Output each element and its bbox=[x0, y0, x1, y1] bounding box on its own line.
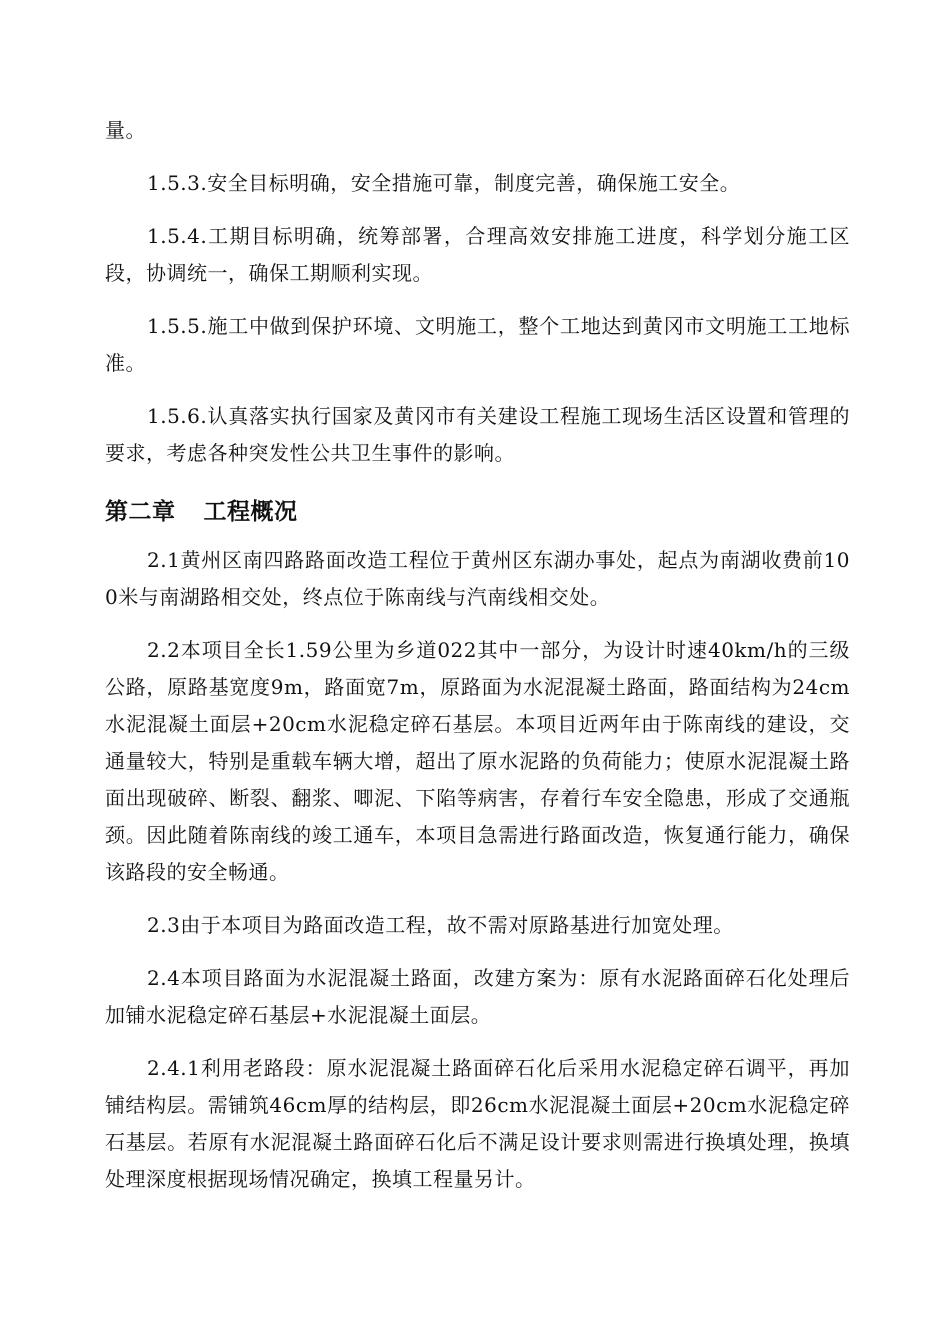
paragraph-1-5-6: 1.5.6.认真落实执行国家及黄冈市有关建设工程施工现场生活区设置和管理的要求，考虑各种突发性公共卫生事件的影响。 bbox=[105, 404, 850, 465]
paragraph-2-3: 2.3由于本项目为路面改造工程，故不需对原路基进行加宽处理。 bbox=[147, 913, 734, 937]
paragraph-1-5-4: 1.5.4.工期目标明确，统筹部署，合理高效安排施工进度，科学划分施工区段，协调统一，确保工期顺利实现。 bbox=[105, 224, 850, 285]
chapter-title: 工程概况 bbox=[203, 499, 298, 525]
paragraph-1-5-3: 1.5.3.安全目标明确，安全措施可靠，制度完善，确保施工安全。 bbox=[147, 171, 741, 195]
paragraph-2-4-1: 2.4.1利用老路段：原水泥混凝土路面碎石化后采用水泥稳定碎石调平，再加铺结构层。需铺筑46cm厚的结构层，即26cm水泥混凝土面层+20cm水泥稳定碎石基层。若原有水泥混凝土路面碎石化后不满足设计要求则需进行换填处理，换填处理深度根据现场情况确定，换填工程量另计。 bbox=[105, 1056, 850, 1191]
continuation-paragraph: 量。 bbox=[105, 118, 146, 142]
chapter-heading bbox=[105, 492, 850, 532]
paragraph-2-1: 2.1黄州区南四路路面改造工程位于黄州区东湖办事处，起点为南湖收费前100米与南湖路相交处，终点位于陈南线与汽南线相交处。 bbox=[105, 548, 850, 609]
paragraph-1-5-5: 1.5.5.施工中做到保护环境、文明施工，整个工地达到黄冈市文明施工工地标准。 bbox=[105, 314, 850, 375]
paragraph-2-4: 2.4本项目路面为水泥混凝土路面，改建方案为：原有水泥路面碎石化处理后加铺水泥稳定碎石基层+水泥混凝土面层。 bbox=[105, 966, 850, 1027]
paragraph-2-2: 2.2本项目全长1.59公里为乡道022其中一部分，为设计时速40km/h的三级公路，原路基宽度9m，路面宽7m，原路面为水泥混凝土路面，路面结构为24cm水泥混凝土面层+20cm水泥稳定碎石基层。本项目近两年由于陈南线的建设，交通量较大，特别是重载车辆大增，超出了原水泥路的负荷能力；使原水泥混凝土路面出现破碎、断裂、翻浆、唧泥、下陷等病害，存着行车安全隐患，形成了交通瓶颈。因此随着陈南线的竣工通车，本项目急需进行路面改造，恢复通行能力，确保该路段的安全畅通。 bbox=[105, 638, 850, 884]
chapter-number: 第二章 bbox=[105, 499, 176, 525]
